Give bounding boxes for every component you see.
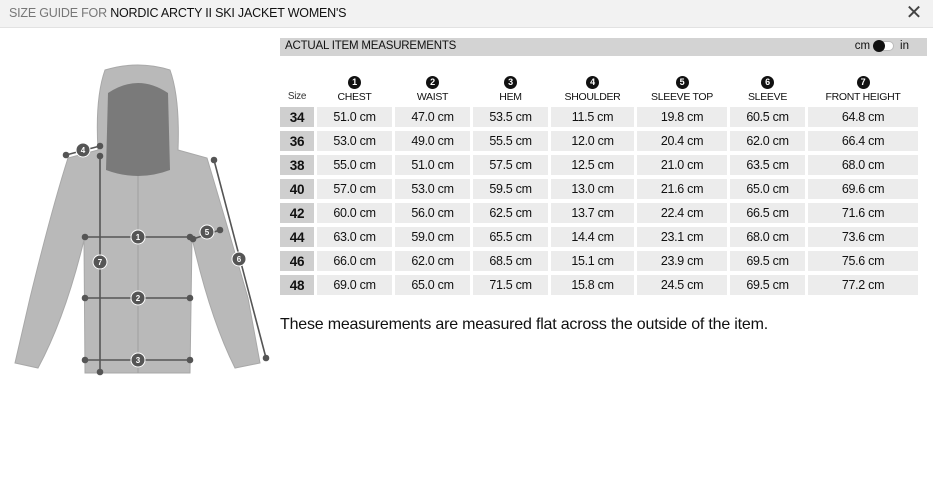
product-name: NORDIC ARCTY II SKI JACKET WOMEN'S: [110, 6, 347, 20]
measurement-cell: 65.0 cm: [730, 179, 805, 199]
size-cell: 48: [280, 275, 314, 295]
measurement-cell: 55.5 cm: [473, 131, 548, 151]
size-guide-title: [9, 6, 346, 20]
measurement-cell: 63.5 cm: [730, 155, 805, 175]
measurement-cell: 69.0 cm: [317, 275, 392, 295]
measurement-cell: 19.8 cm: [637, 107, 727, 127]
number-2-icon: 2: [426, 76, 439, 89]
measurement-cell: 53.0 cm: [317, 131, 392, 151]
measurement-cell: 71.6 cm: [808, 203, 918, 223]
column-label: SLEEVE TOP: [651, 91, 713, 103]
measurements-panel: [280, 38, 927, 299]
switch-knob-icon: [873, 40, 885, 52]
size-column-header: Size: [287, 91, 307, 102]
column-header-chest: [317, 76, 392, 103]
measurement-cell: 57.0 cm: [317, 179, 392, 199]
measurement-cell: 69.6 cm: [808, 179, 918, 199]
measurement-cell: 63.0 cm: [317, 227, 392, 247]
measurement-cell: 15.1 cm: [551, 251, 634, 271]
table-row: [280, 155, 918, 175]
measurement-cell: 75.6 cm: [808, 251, 918, 271]
column-label: SHOULDER: [564, 91, 621, 103]
table-row: [280, 227, 918, 247]
measurement-cell: 21.6 cm: [637, 179, 727, 199]
measurement-cell: 68.0 cm: [730, 227, 805, 247]
number-1-icon: 1: [348, 76, 361, 89]
title-prefix: SIZE GUIDE FOR: [9, 6, 107, 20]
number-4-icon: 4: [586, 76, 599, 89]
measurement-cell: 55.0 cm: [317, 155, 392, 175]
measurement-cell: 66.5 cm: [730, 203, 805, 223]
table-header-row: [280, 76, 918, 103]
measurement-cell: 60.5 cm: [730, 107, 805, 127]
column-header-front-height: [808, 76, 918, 103]
unit-toggle[interactable]: [855, 40, 909, 52]
measurement-cell: 51.0 cm: [317, 107, 392, 127]
table-row: [280, 179, 918, 199]
measurement-cell: 47.0 cm: [395, 107, 470, 127]
column-header-shoulder: [551, 76, 634, 103]
measurement-cell: 65.0 cm: [395, 275, 470, 295]
size-cell: 38: [280, 155, 314, 175]
measurement-cell: 11.5 cm: [551, 107, 634, 127]
measurement-cell: 23.1 cm: [637, 227, 727, 247]
measurement-cell: 53.0 cm: [395, 179, 470, 199]
measurement-cell: 15.8 cm: [551, 275, 634, 295]
measurement-cell: 20.4 cm: [637, 131, 727, 151]
measurement-cell: 57.5 cm: [473, 155, 548, 175]
measurement-note: These measurements are measured flat across the outside of the item.: [280, 316, 768, 333]
measurement-cell: 53.5 cm: [473, 107, 548, 127]
column-label: FRONT HEIGHT: [825, 91, 901, 103]
measurement-cell: 62.5 cm: [473, 203, 548, 223]
table-row: [280, 131, 918, 151]
column-header-sleeve-top: [637, 76, 727, 103]
table-row: [280, 107, 918, 127]
measurement-cell: 22.4 cm: [637, 203, 727, 223]
column-header-hem: [473, 76, 548, 103]
marker-3-label: 3: [135, 356, 141, 365]
number-6-icon: 6: [761, 76, 774, 89]
measurement-cell: 13.0 cm: [551, 179, 634, 199]
size-cell: 40: [280, 179, 314, 199]
unit-in-label[interactable]: in: [900, 40, 909, 52]
marker-5-label: 5: [204, 228, 210, 237]
measurement-cell: 64.8 cm: [808, 107, 918, 127]
measurement-cell: 12.5 cm: [551, 155, 634, 175]
measurement-cell: 23.9 cm: [637, 251, 727, 271]
measurement-cell: 14.4 cm: [551, 227, 634, 247]
size-cell: 44: [280, 227, 314, 247]
size-table: [277, 72, 921, 299]
hood-inner-shape: [106, 83, 170, 176]
size-cell: 36: [280, 131, 314, 151]
size-guide-header: [0, 0, 933, 28]
column-label: CHEST: [337, 91, 372, 103]
marker-7-label: 7: [97, 258, 103, 267]
measurement-cell: 71.5 cm: [473, 275, 548, 295]
close-icon[interactable]: ✕: [905, 2, 923, 24]
measurements-title: ACTUAL ITEM MEASUREMENTS: [285, 40, 457, 52]
unit-switch[interactable]: [874, 41, 894, 51]
column-header-waist: [395, 76, 470, 103]
measurement-cell: 77.2 cm: [808, 275, 918, 295]
marker-4-label: 4: [80, 146, 86, 155]
number-3-icon: 3: [504, 76, 517, 89]
measurement-cell: 59.5 cm: [473, 179, 548, 199]
table-row: [280, 251, 918, 271]
measurement-cell: 69.5 cm: [730, 251, 805, 271]
measurement-cell: 49.0 cm: [395, 131, 470, 151]
measurement-cell: 62.0 cm: [730, 131, 805, 151]
measurement-cell: 66.0 cm: [317, 251, 392, 271]
measurement-cell: 60.0 cm: [317, 203, 392, 223]
measurements-bar: [280, 38, 927, 56]
size-cell: 34: [280, 107, 314, 127]
measurement-cell: 59.0 cm: [395, 227, 470, 247]
column-label: HEM: [499, 91, 522, 103]
jacket-measurement-diagram: [10, 58, 272, 388]
measurement-cell: 12.0 cm: [551, 131, 634, 151]
measurement-cell: 62.0 cm: [395, 251, 470, 271]
marker-1-label: 1: [135, 233, 141, 242]
measurement-cell: 56.0 cm: [395, 203, 470, 223]
unit-cm-label[interactable]: cm: [854, 40, 871, 52]
number-7-icon: 7: [857, 76, 870, 89]
measurement-cell: 21.0 cm: [637, 155, 727, 175]
size-cell: 42: [280, 203, 314, 223]
measurement-cell: 68.0 cm: [808, 155, 918, 175]
size-cell: 46: [280, 251, 314, 271]
marker-6-label: 6: [236, 255, 242, 264]
jacket-illustration: [10, 58, 272, 388]
measurement-cell: 13.7 cm: [551, 203, 634, 223]
measurement-cell: 68.5 cm: [473, 251, 548, 271]
table-row: [280, 203, 918, 223]
measurement-cell: 51.0 cm: [395, 155, 470, 175]
marker-2-label: 2: [135, 294, 141, 303]
number-5-icon: 5: [676, 76, 689, 89]
column-label: WAIST: [416, 91, 449, 103]
table-row: [280, 275, 918, 295]
measurement-cell: 73.6 cm: [808, 227, 918, 247]
column-header-sleeve: [730, 76, 805, 103]
measurement-cell: 66.4 cm: [808, 131, 918, 151]
column-label: SLEEVE: [747, 91, 788, 103]
measurement-cell: 65.5 cm: [473, 227, 548, 247]
measurement-cell: 69.5 cm: [730, 275, 805, 295]
measurement-cell: 24.5 cm: [637, 275, 727, 295]
